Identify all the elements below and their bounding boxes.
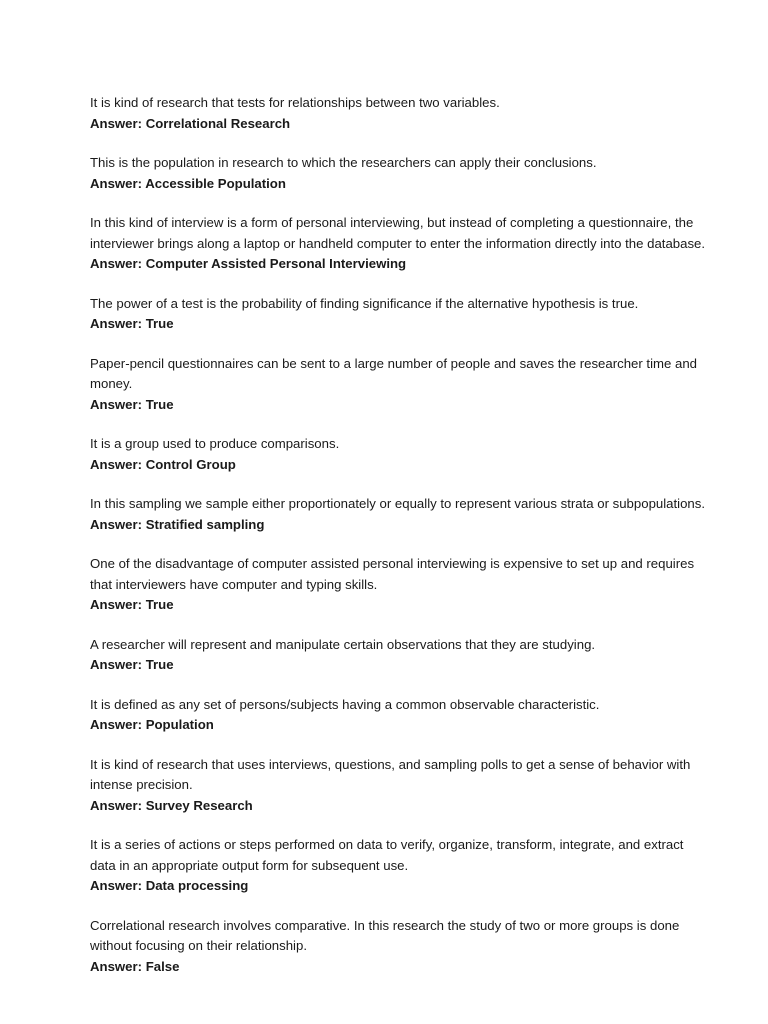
qa-item <box>90 494 708 535</box>
question-text: It is a series of actions or steps performed on data to verify, organize, transform, integrate, and extract data in an appropriate output form for subsequent use. <box>90 837 684 873</box>
answer-line <box>90 595 708 616</box>
answer-text: Accessible Population <box>145 175 286 191</box>
answer-line <box>90 876 708 897</box>
question-text: In this kind of interview is a form of personal interviewing, but instead of completing a questionnaire, the interviewer brings along a laptop or handheld computer to enter the information directly into the database. <box>90 215 706 251</box>
question-text: The power of a test is the probability of finding significance if the alternative hypothesis is true. <box>90 295 639 311</box>
answer-line <box>90 655 708 676</box>
answer-text: Control Group <box>145 456 236 472</box>
answer-line <box>90 395 708 416</box>
answer-prefix: Answer: <box>90 516 143 532</box>
qa-item <box>90 93 708 134</box>
answer-prefix: Answer: <box>90 456 143 472</box>
answer-line <box>90 254 708 275</box>
answer-text: False <box>145 958 180 974</box>
qa-item <box>90 153 708 194</box>
question-text: It is defined as any set of persons/subjects having a common observable characteristic. <box>90 696 600 712</box>
question-text: It is a group used to produce comparisons. <box>90 436 340 451</box>
answer-prefix: Answer: <box>90 597 143 612</box>
question-text: It is kind of research that tests for relationships between two variables. <box>90 95 500 110</box>
answer-prefix: Answer: <box>90 256 143 271</box>
question-text: Correlational research involves comparative. In this research the study of two or more groups is done without focusing on their relationship. <box>90 917 680 953</box>
question-text: A researcher will represent and manipulate certain observations that they are studying. <box>90 636 596 652</box>
answer-text: True <box>145 396 174 412</box>
question-text: In this sampling we sample either proportionately or equally to represent various strata or subpopulations. <box>90 496 706 511</box>
question-text: This is the population in research to which the researchers can apply their conclusions. <box>90 155 597 170</box>
qa-item <box>90 635 708 676</box>
answer-prefix: Answer: <box>90 717 143 732</box>
answer-line <box>90 114 708 135</box>
answer-line <box>90 957 708 978</box>
qa-item <box>90 755 708 817</box>
answer-text: Population <box>145 717 214 732</box>
answer-text: Data processing <box>145 878 249 893</box>
question-text: It is kind of research that uses interviews, questions, and sampling polls to get a sense of behavior with intense precision. <box>90 756 691 792</box>
answer-prefix: Answer: <box>90 175 143 191</box>
answer-line <box>90 455 708 476</box>
answer-prefix: Answer: <box>90 797 143 813</box>
answer-text: True <box>145 597 174 612</box>
qa-item <box>90 554 708 616</box>
answer-text: True <box>145 657 174 672</box>
answer-line <box>90 715 708 736</box>
question-text: Paper-pencil questionnaires can be sent to a large number of people and saves the researcher time and money. <box>90 355 697 391</box>
answer-text: Computer Assisted Personal Interviewing <box>145 256 407 271</box>
answer-prefix: Answer: <box>90 878 143 893</box>
answer-prefix: Answer: <box>90 958 143 974</box>
answer-line <box>90 174 708 195</box>
answer-prefix: Answer: <box>90 115 143 131</box>
qa-list <box>90 93 708 977</box>
qa-item <box>90 835 708 897</box>
answer-line <box>90 796 708 817</box>
answer-prefix: Answer: <box>90 657 143 672</box>
answer-text: Correlational Research <box>145 115 291 131</box>
answer-text: Survey Research <box>145 797 253 813</box>
answer-line <box>90 515 708 536</box>
qa-item <box>90 213 708 275</box>
qa-item <box>90 434 708 475</box>
qa-item <box>90 294 708 335</box>
answer-text: Stratified sampling <box>145 516 265 532</box>
qa-item <box>90 695 708 736</box>
answer-line <box>90 314 708 335</box>
qa-item <box>90 916 708 978</box>
question-text: One of the disadvantage of computer assisted personal interviewing is expensive to set up and requires that interviewers have computer and typing skills. <box>90 556 695 592</box>
answer-prefix: Answer: <box>90 396 143 412</box>
answer-prefix: Answer: <box>90 316 143 331</box>
qa-item <box>90 354 708 416</box>
answer-text: True <box>145 316 174 331</box>
